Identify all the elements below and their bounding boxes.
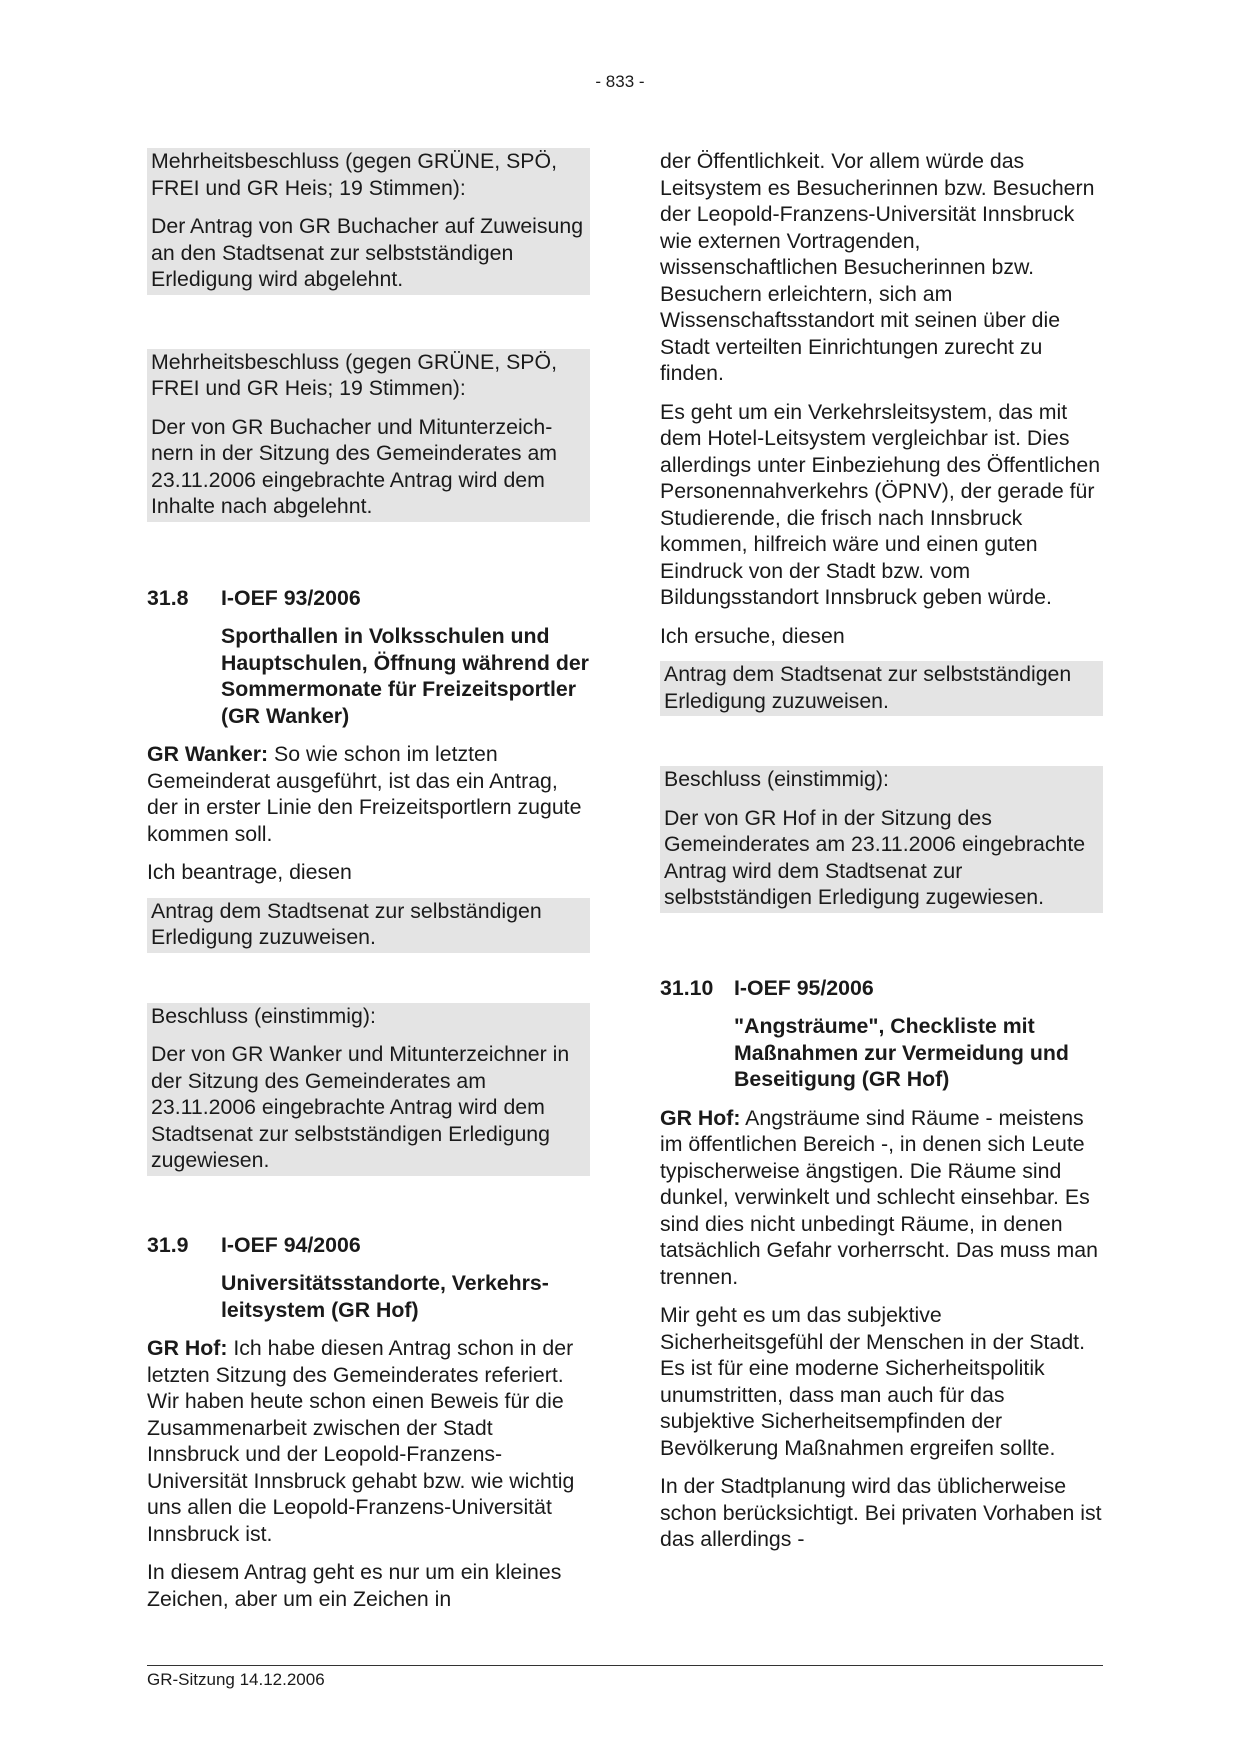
resolution-3 (147, 1003, 590, 1176)
speaker: GR Hof: (147, 1336, 228, 1360)
section-number: 31.8 (147, 585, 189, 610)
footer: GR-Sitzung 14.12.2006 (147, 1670, 325, 1689)
request-line: Ich ersuche, diesen (660, 623, 845, 648)
resolution-2-body: Der von GR Buchacher und Mitunterzeichnern in der Sitzung des Gemeinderates am 23.11.2006 eingebrachte Antrag wird dem Inhalte nach abgelehnt. (151, 414, 558, 518)
section-code: I-OEF 95/2006 (734, 975, 874, 1000)
resolution-1-body: Der Antrag von GR Buchacher auf Zuweisung an den Stadtsenat zur selbstständigen Erledigung wird abgelehnt. (151, 214, 584, 291)
section-code: I-OEF 94/2006 (221, 1232, 361, 1257)
speaker: GR Hof: (660, 1105, 741, 1130)
section-31-9-speech (147, 1335, 590, 1547)
resolution-4-head: Beschluss (einstimmig): (664, 767, 889, 791)
speaker: GR Wanker: (147, 742, 269, 766)
motion-text: Antrag dem Stadtsenat zur selbständigen Erledigung zuzuweisen. (151, 898, 542, 949)
section-31-8-speech (147, 741, 590, 847)
resolution-4-body: Der von GR Hof in der Sitzung des Gemeinderates am 23.11.2006 eingebrachte Antrag wird dem Stadtsenat zur selbstständigen Erledigung zugewiesen. (664, 805, 1086, 909)
motion-text: Antrag dem Stadtsenat zur selbstständigen Erledigung zuzuweisen. (664, 662, 1072, 713)
resolution-1-head: Mehrheitsbeschluss (gegen GRÜNE, SPÖ, FREI und GR Heis; 19 Stimmen): (151, 149, 557, 200)
resolution-3-body: Der von GR Wanker und Mitunterzeichner in der Sitzung des Gemeinderates am 23.11.2006 eingebrachte Antrag wird dem Stadtsenat zur selbstständigen Erledigung zugewiesen. (151, 1042, 570, 1172)
section-31-8-heading (147, 585, 590, 612)
page-number: - 833 - (595, 72, 645, 91)
speech-text: Angsträume sind Räume - meistens im öffentlichen Bereich -, in denen sich Leute typischerweise ängstigen. Die Räume sind dunkel, verwinkelt und schlecht einsehbar. Es sind dies nicht unbedingt Räume, in denen tatsächlich Gefahr vorherrscht. Das muss man trennen. (660, 1105, 1098, 1289)
resolution-4 (660, 766, 1103, 913)
right-column (660, 148, 1103, 1565)
section-31-10-speech (660, 1105, 1103, 1291)
resolution-1 (147, 148, 590, 295)
speech-text: So wie schon im letzten Gemeinderat ausgeführt, ist das ein Antrag, der in erster Linie den Freizeitsportlern zugute kommen soll. (147, 742, 582, 846)
speech-text: Ich habe diesen Antrag schon in der letzten Sitzung des Gemeinderates referiert. Wir haben heute schon einen Beweis für die Zusammenarbeit zwischen der Stadt Innsbruck und der Leopold-Franzens-Universität Innsbruck gehabt bzw. wie wichtig uns allen die Leopold-Franzens-Universität Innsbruck ist. (147, 1336, 575, 1546)
paragraph: Es geht um ein Verkehrsleitsystem, das mit dem Hotel-Leitsystem vergleichbar ist. Dies allerdings unter Einbeziehung des Öffentlichen Personennahverkehrs (ÖPNV), der gerade für Studierende, die frisch nach Innsbruck kommen, hilfreich wäre und einen guten Eindruck von der Stadt bzw. vom Bildungsstandort Innsbruck geben würde. (660, 399, 1101, 609)
section-31-9-heading (147, 1232, 590, 1259)
motion-box (147, 898, 590, 953)
motion-box (660, 661, 1103, 716)
paragraph: In der Stadtplanung wird das üblicherweise schon berücksichtigt. Bei privaten Vorhaben ist das allerdings - (660, 1474, 1102, 1551)
section-31-10-title: "Angsträume", Checkliste mit Maßnahmen zur Vermeidung und Beseitigung (GR Hof) (734, 1014, 1069, 1091)
resolution-2-head: Mehrheitsbeschluss (gegen GRÜNE, SPÖ, FREI und GR Heis; 19 Stimmen): (151, 349, 557, 400)
left-column (147, 148, 590, 1624)
section-31-9-title: Universitätsstandorte, Verkehrsleitsystem (GR Hof) (221, 1271, 549, 1322)
section-number: 31.9 (147, 1232, 189, 1257)
paragraph: der Öffentlichkeit. Vor allem würde das Leitsystem es Besucherinnen bzw. Besuchern der Leopold-Franzens-Universität Innsbruck wie externen Vortragenden, wissenschaftlichen Besucherinnen bzw. Besuchern erleichtern, sich am Wissenschaftsstandort mit seinen über die Stadt verteilten Einrichtungen zurecht zu finden. (660, 149, 1095, 385)
section-31-10-heading (660, 975, 1103, 1002)
section-31-8-title: Sporthallen in Volksschulen und Hauptschulen, Öffnung während der Sommermonate für Freizeitsportler (GR Wanker) (221, 624, 589, 728)
section-number: 31.10 (660, 975, 714, 1000)
request-line: Ich beantrage, diesen (147, 860, 352, 884)
footer-divider (147, 1665, 1103, 1666)
resolution-3-head: Beschluss (einstimmig): (151, 1003, 376, 1028)
resolution-2 (147, 349, 590, 522)
section-31-9-text: In diesem Antrag geht es nur um ein kleines Zeichen, aber um ein Zeichen in (147, 1560, 562, 1611)
paragraph: Mir geht es um das subjektive Sicherheitsgefühl der Menschen in der Stadt. Es ist für eine moderne Sicherheitspolitik unumstritten, dass man auch für das subjektive Sicherheitsempfinden der Bevölkerung Maßnahmen ergreifen sollte. (660, 1303, 1086, 1460)
section-code: I-OEF 93/2006 (221, 585, 361, 610)
